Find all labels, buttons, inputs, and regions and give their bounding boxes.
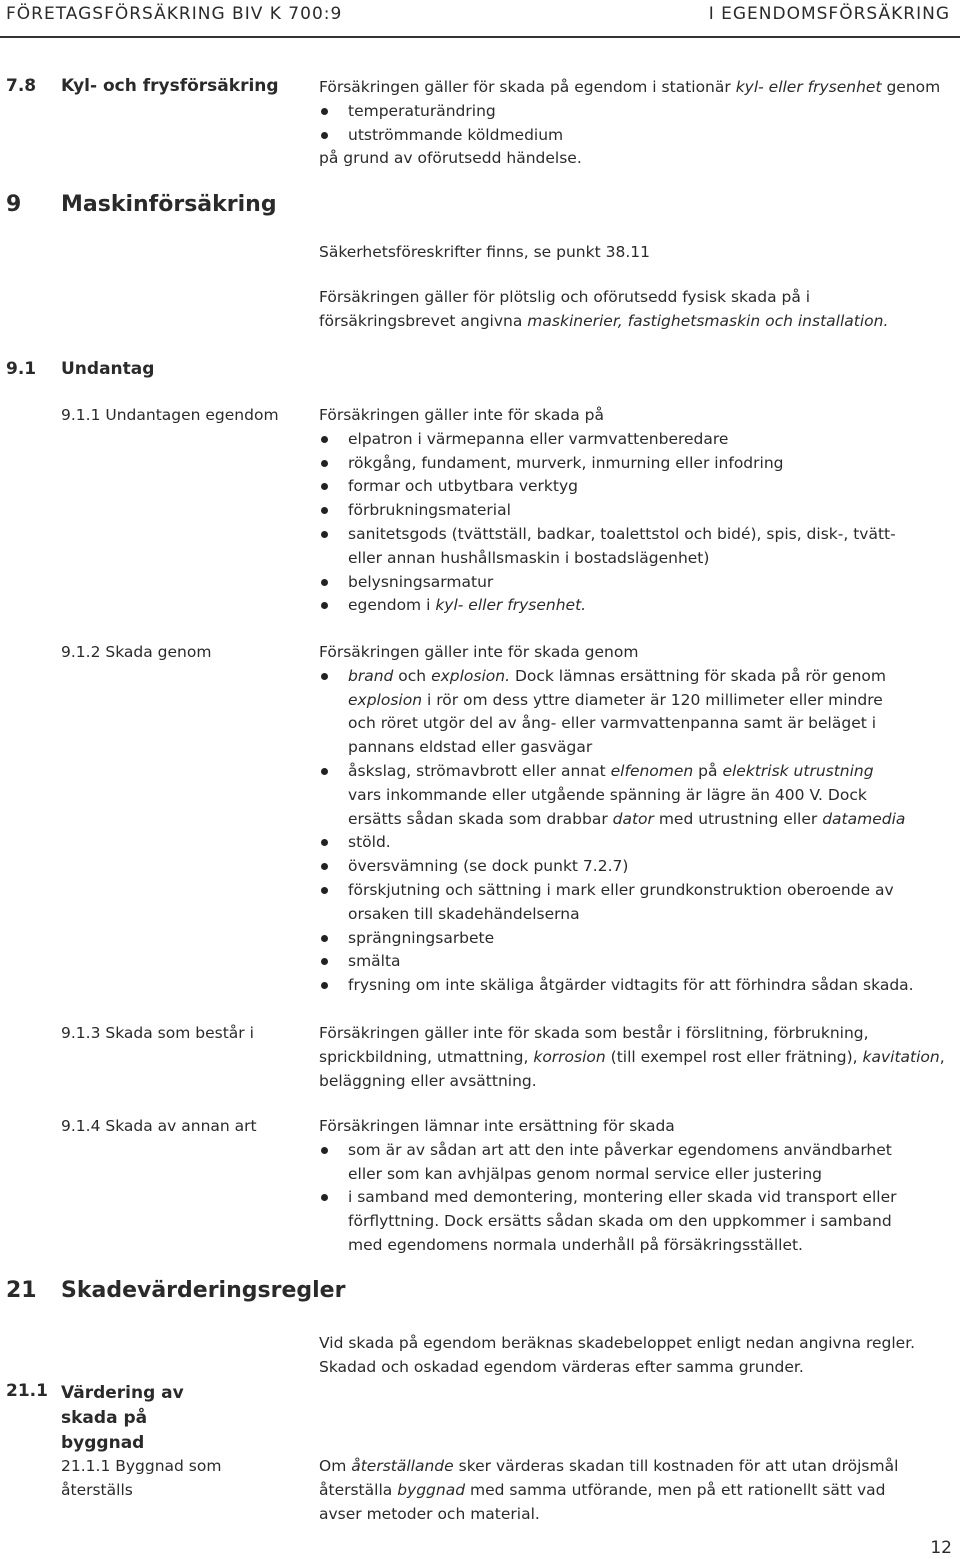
list-item: smälta	[348, 950, 908, 974]
section-9-title: Maskinförsäkring	[61, 192, 277, 217]
list-item: i samband med demontering, montering eller skada vid transport eller förflyttning. Dock ersätts sådan skada om den uppkommer i samband med egendomens normala underhåll på försäkringsstället.	[348, 1186, 928, 1257]
section-21-body: Vid skada på egendom beräknas skadebeloppet enligt nedan angivna regler. Skadad och oskadad egendom värderas efter samma grunder.	[319, 1334, 916, 1376]
list-item: förskjutning och sättning i mark eller grundkonstruktion oberoende av orsaken till skadehändelserna	[348, 879, 908, 927]
list-item: rökgång, fundament, murverk, inmurning eller infodring	[348, 452, 949, 476]
section-7-8-list	[319, 100, 949, 148]
list-item: stöld.	[348, 831, 908, 855]
section-21-1-number: 21.1	[6, 1381, 48, 1401]
section-9-safety: Säkerhetsföreskrifter finns, se punkt 38.11	[319, 243, 650, 261]
list-item: åskslag, strömavbrott eller annat elfenomen på elektrisk utrustning vars inkommande eller utgående spänning är lägre än 400 V. Dock ersätts sådan skada som drabbar dator med utrustning eller datamedia	[348, 760, 908, 831]
section-9-1-4-list	[319, 1139, 928, 1258]
section-21-1-1-body: Om återställande sker värderas skadan till kostnaden för att utan dröjsmål återställa byggnad med samma utförande, men på ett rationellt sätt vad avser metoder och material.	[319, 1457, 899, 1523]
section-9-1-2-body: Försäkringen gäller inte för skada genom brand och explosion. Dock lämnas ersättning för skada på rör genom explosion i rör om dess yttre diameter är 120 millimeter eller mindre och röret utgör del av ång- eller varmvattenpanna samt är beläget i pannans eldstad eller gasvägar åskslag, strömavbrott eller annat elfenomen på elektrisk utrustning vars inkommande eller utgående spänning är lägre än 400 V. Dock ersätts sådan skada som drabbar dator med utrustning eller datamedia stöld. översvämning (se dock punkt 7.2.7) förskjutning och sättning i mark eller grundkonstruktion oberoende av orsaken till skadehändelserna sprängningsarbete smälta frysning om inte skäliga åtgärder vidtagits för att förhindra sådan skada.	[319, 641, 949, 998]
section-9-1-2-list	[319, 665, 914, 998]
section-9-1-4-body: Försäkringen lämnar inte ersättning för skada som är av sådan art att den inte påverkar egendomens användbarhet eller som kan avhjälpas genom normal service eller justering i samband med demontering, montering eller skada vid transport eller förflyttning. Dock ersätts sådan skada om den uppkommer i samband med egendomens normala underhåll på försäkringsstället.	[319, 1115, 949, 1258]
section-7-8-body: Försäkringen gäller för skada på egendom i stationär kyl- eller frysenhet genom temperaturändring utströmmande köldmedium på grund av oförutsedd händelse.	[319, 76, 949, 171]
section-9-1-2-label: 9.1.2 Skada genom	[61, 643, 212, 661]
list-item: översvämning (se dock punkt 7.2.7)	[348, 855, 908, 879]
section-9-1-4-label: 9.1.4 Skada av annan art	[61, 1117, 257, 1135]
section-9-1-1-body: Försäkringen gäller inte för skada på elpatron i värmepanna eller varmvattenberedare rökgång, fundament, murverk, inmurning eller infodring formar och utbytbara verktyg förbrukningsmaterial sanitetsgods (tvättställ, badkar, toalettstol och bidé), spis, disk-, tvätt- eller annan hushållsmaskin i bostadslägenhet) belysningsarmatur egendom i kyl- eller frysenhet.	[319, 404, 949, 618]
list-item: utströmmande köldmedium	[348, 124, 949, 148]
section-7-8-title: Kyl- och frysförsäkring	[61, 76, 279, 96]
list-item: brand och explosion. Dock lämnas ersättning för skada på rör genom explosion i rör om dess yttre diameter är 120 millimeter eller mindre och röret utgör del av ång- eller varmvattenpanna samt är beläget i pannans eldstad eller gasvägar	[348, 665, 908, 760]
page-number: 12	[930, 1538, 952, 1558]
section-9-1-1-label: 9.1.1 Undantagen egendom	[61, 406, 279, 424]
section-9-1-number: 9.1	[6, 359, 37, 379]
section-9-1-1-list	[319, 428, 949, 618]
list-item: elpatron i värmepanna eller varmvattenberedare	[348, 428, 949, 452]
list-item: sanitetsgods (tvättställ, badkar, toalettstol och bidé), spis, disk-, tvätt- eller annan hushållsmaskin i bostadslägenhet)	[348, 523, 923, 571]
section-21-1-1-label: 21.1.1 Byggnad som återställs	[61, 1457, 222, 1499]
section-9-1-3-label: 9.1.3 Skada som består i	[61, 1024, 254, 1042]
list-item: som är av sådan art att den inte påverkar egendomens användbarhet eller som kan avhjälpas genom normal service eller justering	[348, 1139, 928, 1187]
list-item: egendom i kyl- eller frysenhet.	[348, 594, 949, 618]
header-left: FÖRETAGSFÖRSÄKRING BIV K 700:9	[6, 4, 343, 24]
section-9-number: 9	[6, 192, 22, 217]
list-item: belysningsarmatur	[348, 571, 949, 595]
section-9-1-title: Undantag	[61, 359, 155, 379]
section-21-1-title: Värdering av skada på byggnad	[61, 1383, 184, 1453]
list-item: frysning om inte skäliga åtgärder vidtagits för att förhindra sådan skada.	[348, 974, 908, 998]
page-header	[0, 0, 960, 40]
section-9-1-3-body: Försäkringen gäller inte för skada som består i förslitning, förbrukning, sprickbildning, utmattning, korrosion (till exempel rost eller frätning), kavitation, beläggning eller avsättning.	[319, 1024, 945, 1090]
header-rule	[0, 36, 960, 38]
section-7-8-number: 7.8	[6, 76, 37, 96]
list-item: sprängningsarbete	[348, 927, 908, 951]
list-item: temperaturändring	[348, 100, 949, 124]
list-item: formar och utbytbara verktyg	[348, 475, 949, 499]
header-right: I EGENDOMSFÖRSÄKRING	[708, 4, 950, 24]
section-21-number: 21	[6, 1278, 37, 1303]
list-item: förbrukningsmaterial	[348, 499, 949, 523]
section-9-body: Försäkringen gäller för plötslig och oförutsedd fysisk skada på i försäkringsbrevet angivna maskinerier, fastighetsmaskin och installation.	[319, 288, 889, 330]
section-21-title: Skadevärderingsregler	[61, 1278, 346, 1303]
